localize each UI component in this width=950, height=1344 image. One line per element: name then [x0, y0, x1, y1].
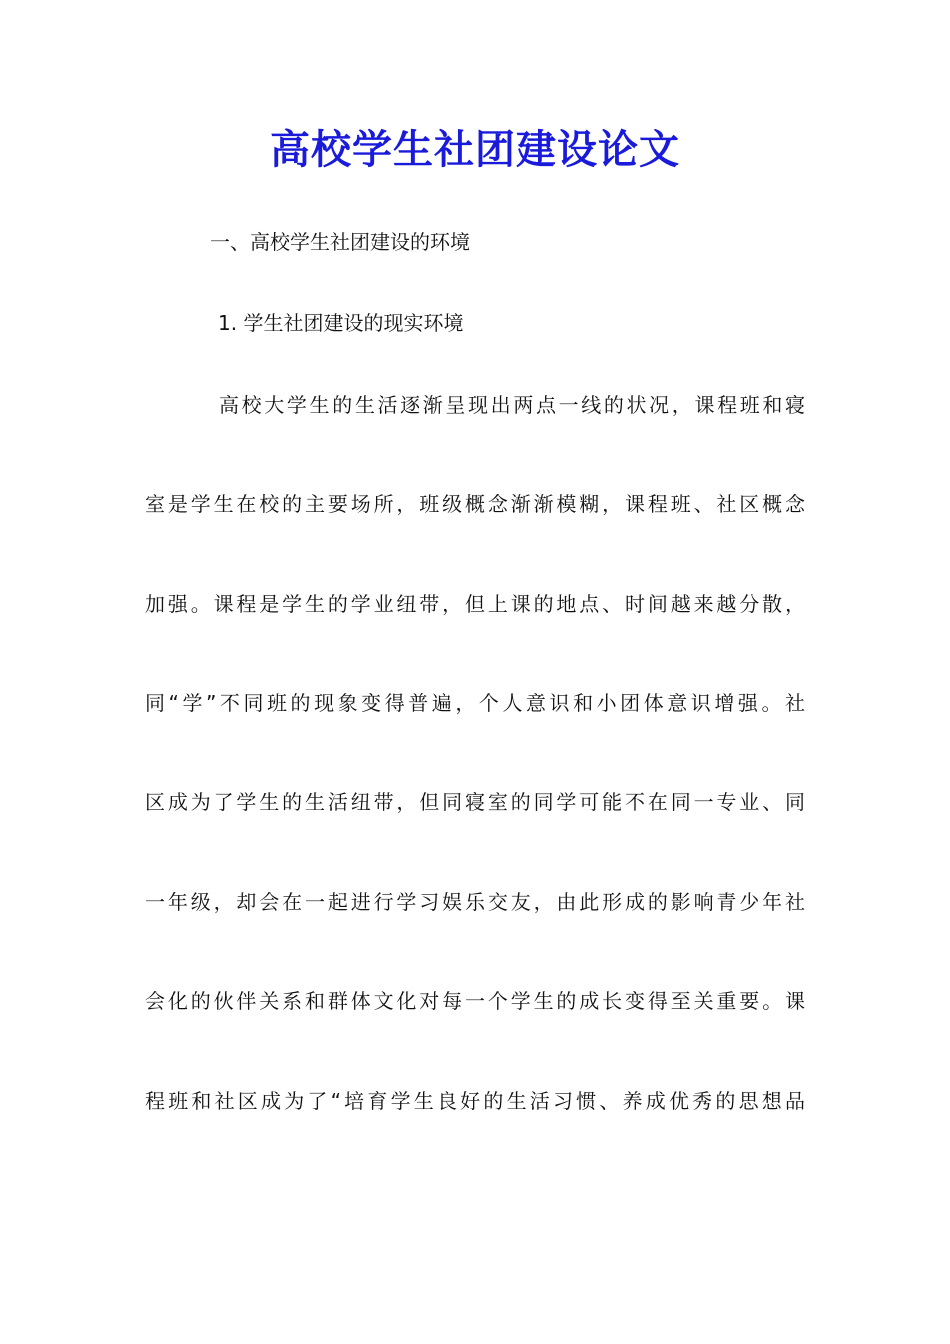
- subsection-heading: 1. 学生社团建设的现实环境: [218, 311, 464, 335]
- section-heading: 一、高校学生社团建设的环境: [210, 230, 470, 254]
- paragraph-line: 一年级，却会在一起进行学习娱乐交友，由此形成的影响青少年社: [145, 890, 805, 914]
- paragraph-line: 区成为了学生的生活纽带，但同寝室的同学可能不在同一专业、同: [145, 790, 805, 814]
- paragraph-line: 高校大学生的生活逐渐呈现出两点一线的状况，课程班和寝: [219, 393, 805, 417]
- paragraph-line: 加强。课程是学生的学业纽带，但上课的地点、时间越来越分散，: [145, 592, 805, 616]
- document-title: 高校学生社团建设论文: [270, 126, 680, 173]
- paragraph-line: 会化的伙伴关系和群体文化对每一个学生的成长变得至关重要。课: [145, 989, 805, 1013]
- paragraph-line: 程班和社区成为了“培育学生良好的生活习惯、养成优秀的思想品: [145, 1089, 805, 1113]
- paragraph-line: 同“学”不同班的现象变得普遍，个人意识和小团体意识增强。社: [145, 691, 805, 715]
- paragraph-line: 室是学生在校的主要场所，班级概念渐渐模糊，课程班、社区概念: [145, 492, 805, 516]
